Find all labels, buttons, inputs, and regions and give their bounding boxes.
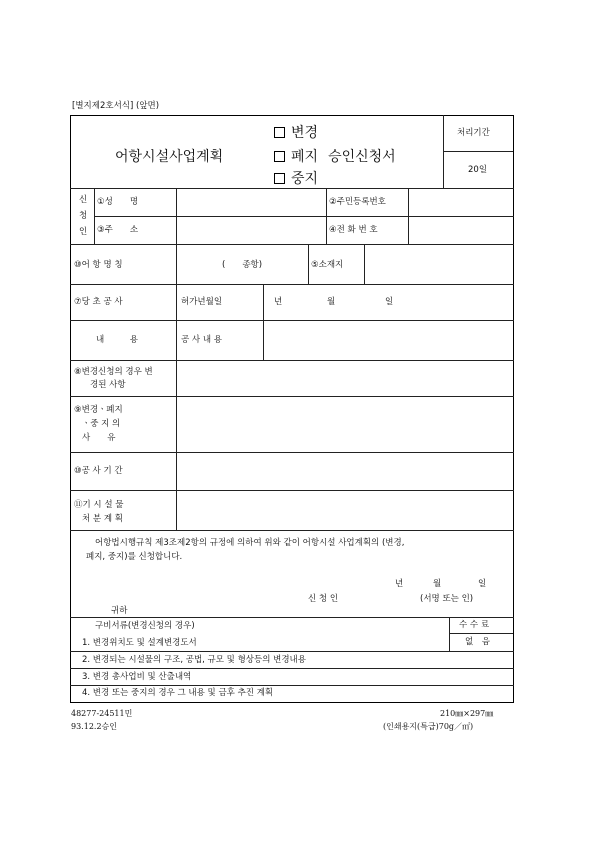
applicant-label-3: 인 bbox=[79, 227, 88, 237]
resident-no-field[interactable] bbox=[410, 190, 512, 215]
checkbox-icon[interactable] bbox=[274, 173, 285, 184]
permit-date-label: 허가년월일 bbox=[181, 297, 223, 307]
option-suspend[interactable]: 중지 bbox=[274, 168, 318, 188]
reason-label-3: 사 유 bbox=[82, 433, 116, 443]
processing-period-value: 20일 bbox=[468, 165, 488, 175]
footer-approval: 93.12.2승인 bbox=[71, 722, 117, 731]
applicant-sign-label: 신 청 인 bbox=[308, 594, 339, 604]
resident-no-label: ②주민등록번호 bbox=[329, 197, 386, 207]
doc-item-2: 2. 변경되는 시설물의 구조, 공법, 규모 및 형상등의 변경내용 bbox=[82, 655, 306, 665]
change-matters-label-1: ⑧변경신청의 경우 변 bbox=[74, 367, 153, 377]
address-label: ③주 소 bbox=[97, 225, 139, 235]
port-class[interactable]: ( 종항) bbox=[222, 260, 263, 270]
reason-field[interactable] bbox=[178, 398, 512, 451]
fee-label: 수 수 료 bbox=[459, 620, 490, 630]
addressee: 귀하 bbox=[111, 606, 128, 616]
address-field[interactable] bbox=[178, 218, 324, 243]
statement-line-2: 폐지, 중지)를 신청합니다. bbox=[86, 552, 183, 562]
reason-label-2: ㆍ중 지 의 bbox=[82, 419, 121, 429]
reason-label-1: ⑨변경ㆍ폐지 bbox=[74, 405, 123, 415]
footer-paper-size: 210㎜×297㎜ bbox=[440, 709, 494, 718]
name-label: ①성 명 bbox=[97, 197, 139, 207]
applicant-sign-field[interactable] bbox=[350, 590, 415, 604]
applicant-label-1: 신 bbox=[79, 195, 88, 205]
phone-field[interactable] bbox=[410, 218, 512, 243]
facility-plan-label-1: ⑪기 시 설 물 bbox=[74, 500, 124, 510]
doc-item-1: 1. 변경위치도 및 설계변경도서 bbox=[82, 638, 197, 648]
name-field[interactable] bbox=[178, 190, 324, 215]
port-name-label: ⑩어 항 명 칭 bbox=[74, 260, 123, 270]
form-header-note: [별지제2호서식] (앞면) bbox=[72, 101, 160, 111]
checkbox-icon[interactable] bbox=[274, 151, 285, 162]
sign-date-year[interactable]: 년 bbox=[395, 579, 404, 589]
sign-date-day[interactable]: 일 bbox=[478, 579, 487, 589]
option-change[interactable]: 변경 bbox=[274, 122, 318, 142]
work-period-field[interactable] bbox=[178, 454, 512, 489]
phone-label: ④전 화 번 호 bbox=[329, 225, 378, 235]
footer-form-no: 48277-24511민 bbox=[71, 709, 133, 718]
content-label: 내 용 bbox=[96, 335, 138, 345]
work-content-field[interactable] bbox=[265, 322, 512, 359]
doc-item-3: 3. 변경 총사업비 및 산출내역 bbox=[82, 672, 192, 682]
work-period-label: ⑩공 사 기 간 bbox=[74, 466, 123, 476]
change-matters-field[interactable] bbox=[178, 362, 512, 395]
doc-item-4: 4. 변경 또는 중지의 경우 그 내용 및 금후 추진 계획 bbox=[82, 688, 274, 698]
option-abolish[interactable]: 폐지 승인신청서 bbox=[274, 146, 396, 166]
location-field[interactable] bbox=[366, 246, 512, 283]
fee-value: 없 음 bbox=[465, 637, 490, 647]
footer-paper-spec: (인쇄용지(특급)70g／㎡) bbox=[383, 722, 474, 731]
original-work-label: ⑦당 초 공 사 bbox=[74, 297, 123, 307]
location-label: ⑤소재지 bbox=[311, 260, 344, 270]
docs-title: 구비서류(변경신청의 경우) bbox=[95, 621, 195, 631]
sign-note: (서명 또는 인) bbox=[420, 594, 474, 604]
permit-date-month[interactable]: 월 bbox=[327, 297, 336, 307]
permit-date-year[interactable]: 년 bbox=[274, 297, 283, 307]
permit-date-day[interactable]: 일 bbox=[385, 297, 394, 307]
applicant-label-2: 청 bbox=[79, 211, 88, 221]
facility-plan-field[interactable] bbox=[178, 492, 512, 529]
checkbox-icon[interactable] bbox=[274, 127, 285, 138]
processing-period-label: 처리기간 bbox=[457, 128, 490, 138]
facility-plan-label-2: 처 분 계 획 bbox=[82, 514, 123, 524]
work-content-label: 공 사 내 용 bbox=[181, 335, 222, 345]
change-matters-label-2: 경된 사항 bbox=[90, 380, 126, 390]
statement-line-1: 어항법시행규칙 제3조제2항의 규정에 의하여 위와 같이 어항시설 사업계획의 (변경, bbox=[95, 538, 405, 548]
sign-date-month[interactable]: 월 bbox=[433, 579, 442, 589]
form-title: 어항시설사업계획 bbox=[115, 149, 224, 165]
